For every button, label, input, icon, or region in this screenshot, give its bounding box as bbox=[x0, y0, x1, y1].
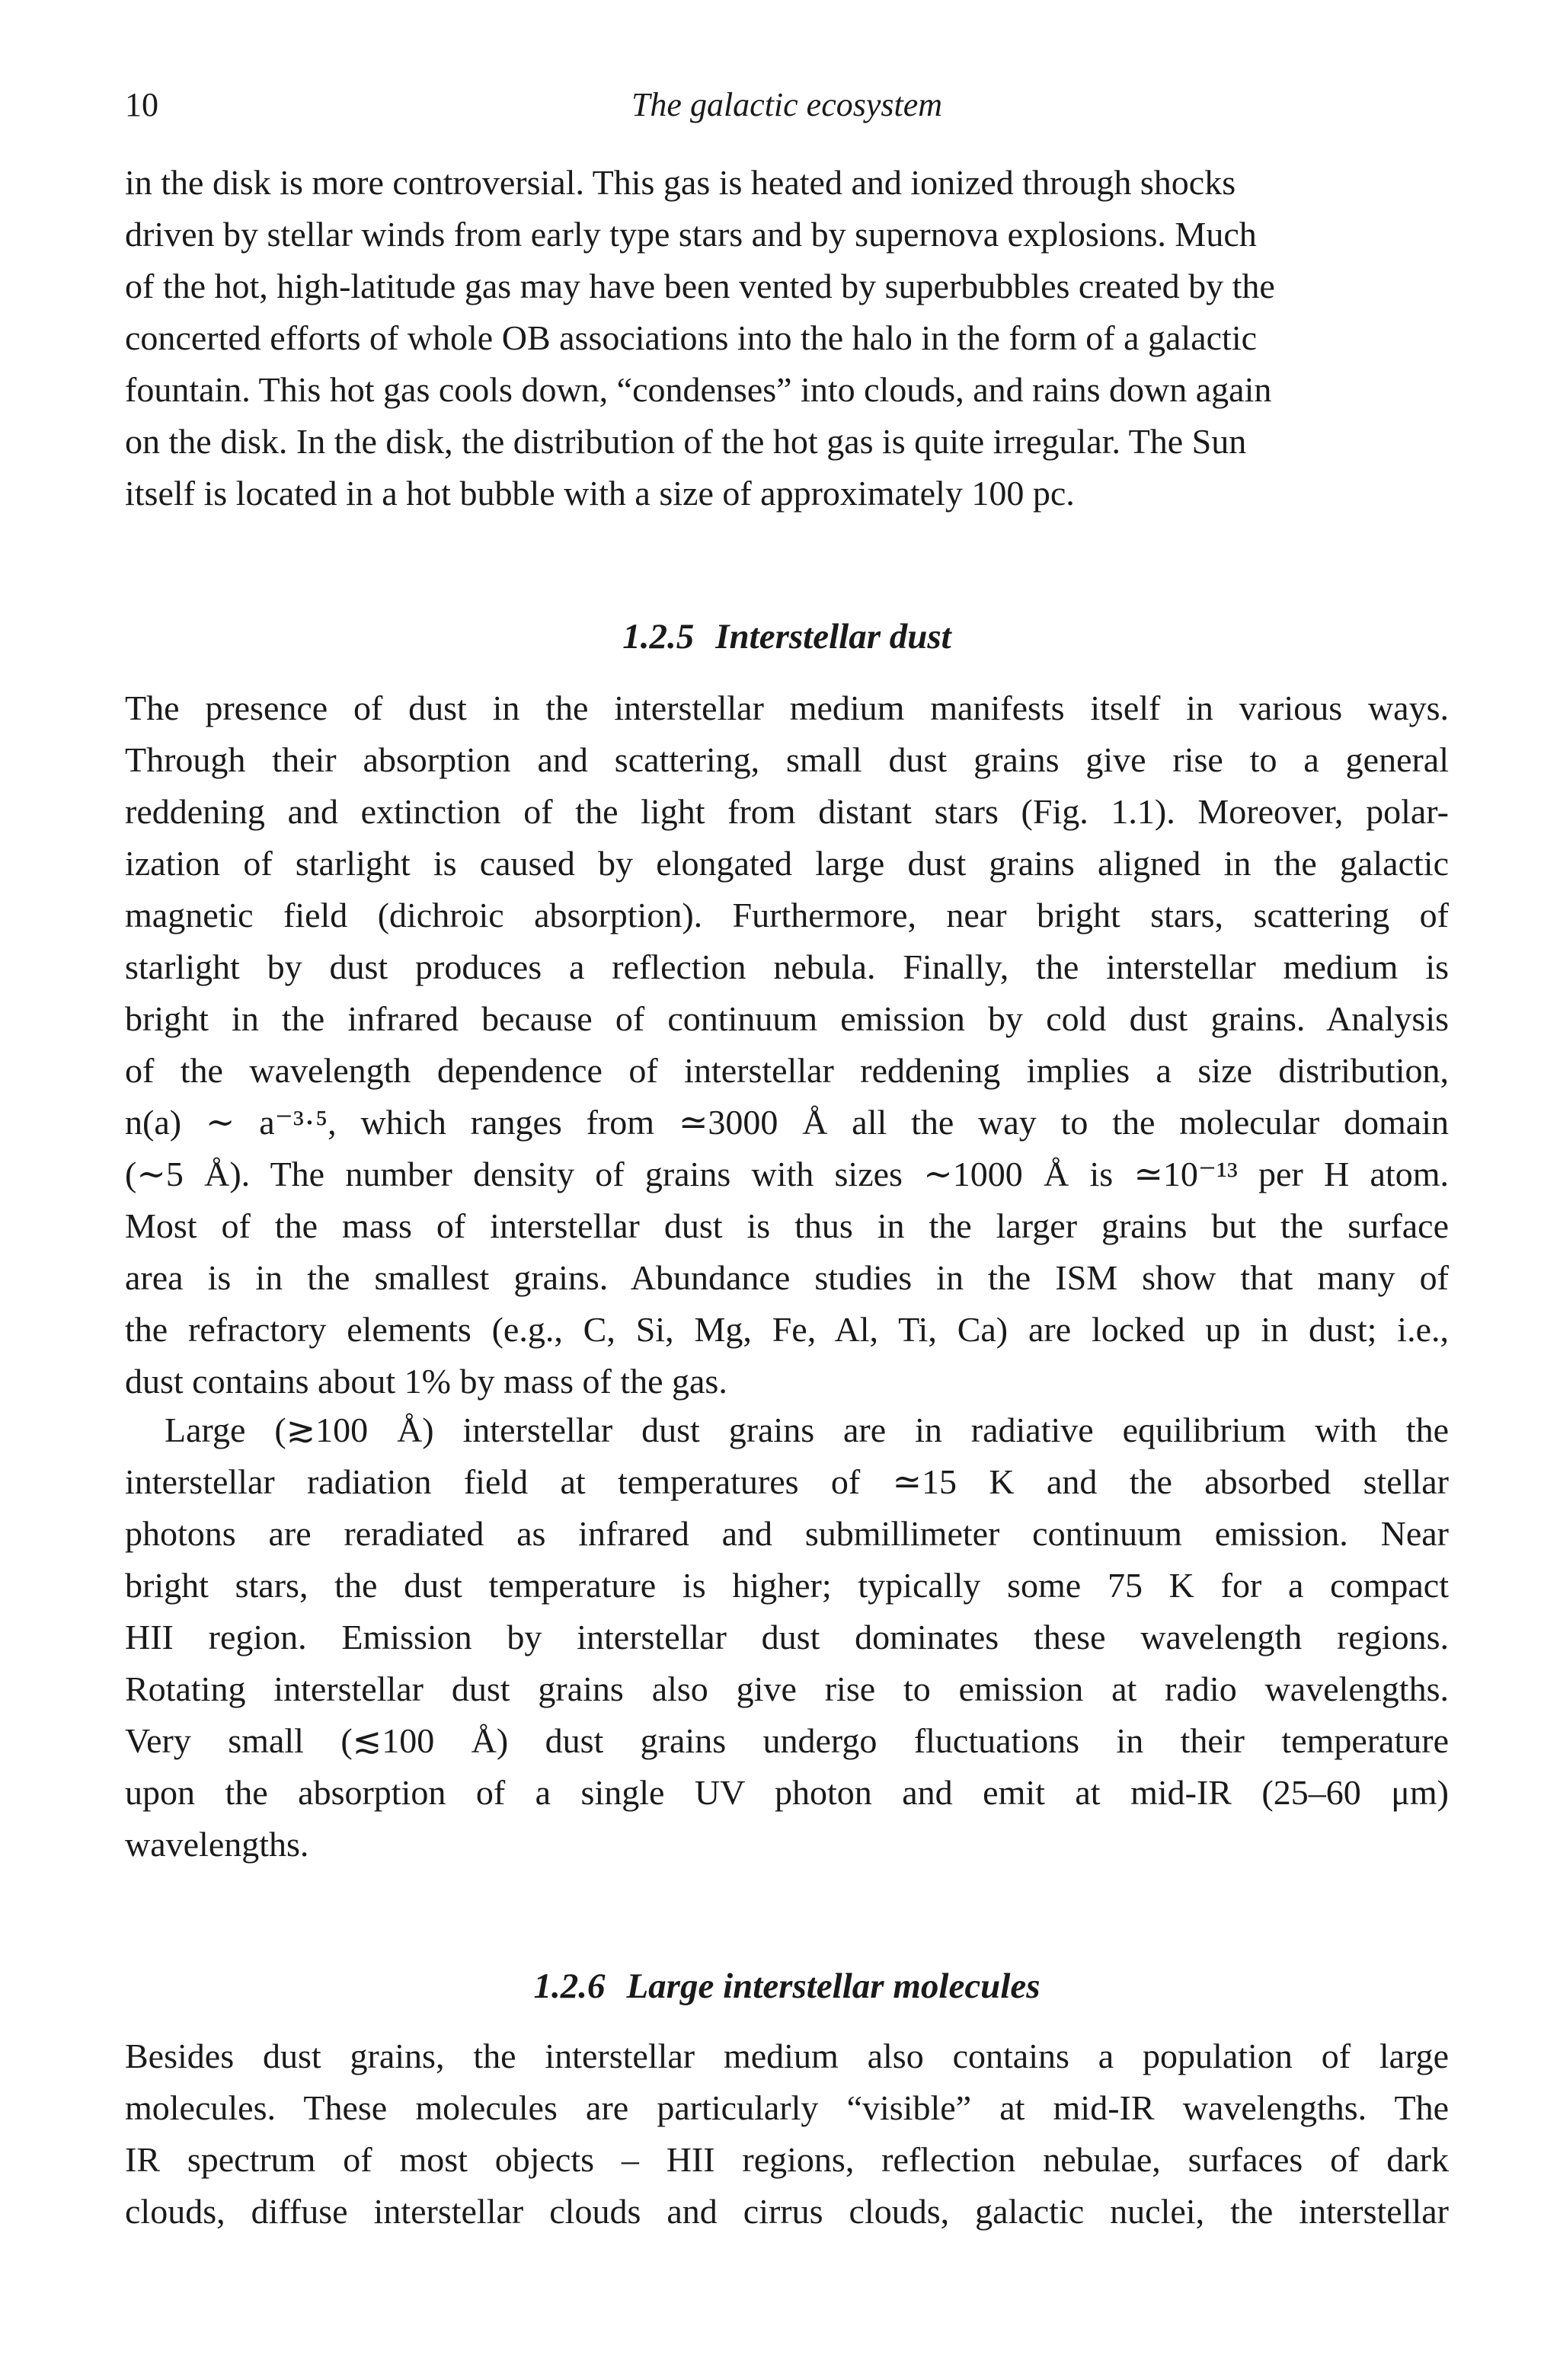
paragraph-dust-presence bbox=[125, 682, 1449, 1407]
text-line: wavelengths. bbox=[125, 1825, 309, 1864]
paragraph-hot-gas bbox=[125, 157, 1449, 519]
section-title: Interstellar dust bbox=[715, 617, 951, 656]
text-line: ization of starlight is caused by elongated large dust grains aligned in the galactic bbox=[125, 844, 1449, 883]
text-line: The presence of dust in the interstellar medium manifests itself in various ways. bbox=[125, 688, 1449, 727]
text-line: of the wavelength dependence of interstellar reddening implies a size distribution, bbox=[125, 1051, 1449, 1090]
text-line: upon the absorption of a single UV photon and emit at mid-IR (25–60 μm) bbox=[125, 1773, 1449, 1812]
text-line: Rotating interstellar dust grains also give rise to emission at radio wavelengths. bbox=[125, 1669, 1449, 1708]
section-number: 1.2.6 bbox=[533, 1966, 606, 2006]
text-line: bright in the infrared because of continuum emission by cold dust grains. Analysis bbox=[125, 999, 1449, 1038]
text-line: area is in the smallest grains. Abundance studies in the ISM show that many of bbox=[125, 1258, 1449, 1297]
text-line: dust contains about 1% by mass of the gas. bbox=[125, 1362, 727, 1401]
text-line: Very small (≲100 Å) dust grains undergo fluctuations in their temperature bbox=[125, 1721, 1449, 1760]
section-title: Large interstellar molecules bbox=[626, 1966, 1041, 2006]
text-line: clouds, diffuse interstellar clouds and cirrus clouds, galactic nuclei, the interstellar bbox=[125, 2192, 1449, 2231]
text-line: Besides dust grains, the interstellar medium also contains a population of large bbox=[125, 2037, 1449, 2075]
text-line: the refractory elements (e.g., C, Si, Mg, Fe, Al, Ti, Ca) are locked up in dust; i.e., bbox=[125, 1310, 1449, 1349]
text-line: n(a) ∼ a⁻³·⁵, which ranges from ≃3000 Å all the way to the molecular domain bbox=[125, 1103, 1449, 1142]
text-line: bright stars, the dust temperature is higher; typically some 75 K for a compact bbox=[125, 1566, 1449, 1605]
text-line: itself is located in a hot bubble with a size of approximately 100 pc. bbox=[125, 474, 1075, 513]
text-line: photons are reradiated as infrared and submillimeter continuum emission. Near bbox=[125, 1514, 1449, 1553]
text-line: Large (≳100 Å) interstellar dust grains are in radiative equilibrium with the bbox=[165, 1410, 1449, 1449]
text-line: reddening and extinction of the light from distant stars (Fig. 1.1). Moreover, polar- bbox=[125, 792, 1449, 831]
text-line: interstellar radiation field at temperatures of ≃15 K and the absorbed stellar bbox=[125, 1462, 1449, 1501]
text-line: magnetic field (dichroic absorption). Furthermore, near bright stars, scattering of bbox=[125, 896, 1449, 934]
text-line: molecules. These molecules are particularly “visible” at mid-IR wavelengths. The bbox=[125, 2088, 1449, 2127]
text-line: fountain. This hot gas cools down, “condenses” into clouds, and rains down again bbox=[125, 370, 1272, 409]
section-number: 1.2.5 bbox=[622, 617, 695, 656]
section-heading-interstellar-dust bbox=[125, 611, 1449, 663]
text-line: Through their absorption and scattering, small dust grains give rise to a general bbox=[125, 740, 1449, 779]
text-line: driven by stellar winds from early type stars and by supernova explosions. Much bbox=[125, 215, 1257, 254]
text-line: on the disk. In the disk, the distribution of the hot gas is quite irregular. The Sun bbox=[125, 422, 1247, 461]
text-line: (∼5 Å). The number density of grains with sizes ∼1000 Å is ≃10⁻¹³ per H atom. bbox=[125, 1155, 1449, 1193]
section-heading-large-molecules bbox=[125, 1960, 1449, 2012]
text-line: starlight by dust produces a reflection nebula. Finally, the interstellar medium is bbox=[125, 947, 1449, 986]
text-line: concerted efforts of whole OB associations into the halo in the form of a galactic bbox=[125, 318, 1258, 357]
paragraph-large-grains bbox=[125, 1404, 1449, 1870]
page-header bbox=[125, 84, 1449, 126]
text-line: in the disk is more controversial. This gas is heated and ionized through shocks bbox=[125, 163, 1236, 202]
text-line: Most of the mass of interstellar dust is thus in the larger grains but the surface bbox=[125, 1206, 1449, 1245]
page-number: 10 bbox=[125, 86, 158, 123]
text-line: of the hot, high-latitude gas may have been vented by superbubbles created by the bbox=[125, 267, 1275, 305]
text-line: IR spectrum of most objects – HII regions, reflection nebulae, surfaces of dark bbox=[125, 2140, 1449, 2179]
text-line: HII region. Emission by interstellar dust dominates these wavelength regions. bbox=[125, 1618, 1449, 1656]
paragraph-large-molecules bbox=[125, 2030, 1449, 2238]
running-title: The galactic ecosystem bbox=[631, 86, 943, 123]
